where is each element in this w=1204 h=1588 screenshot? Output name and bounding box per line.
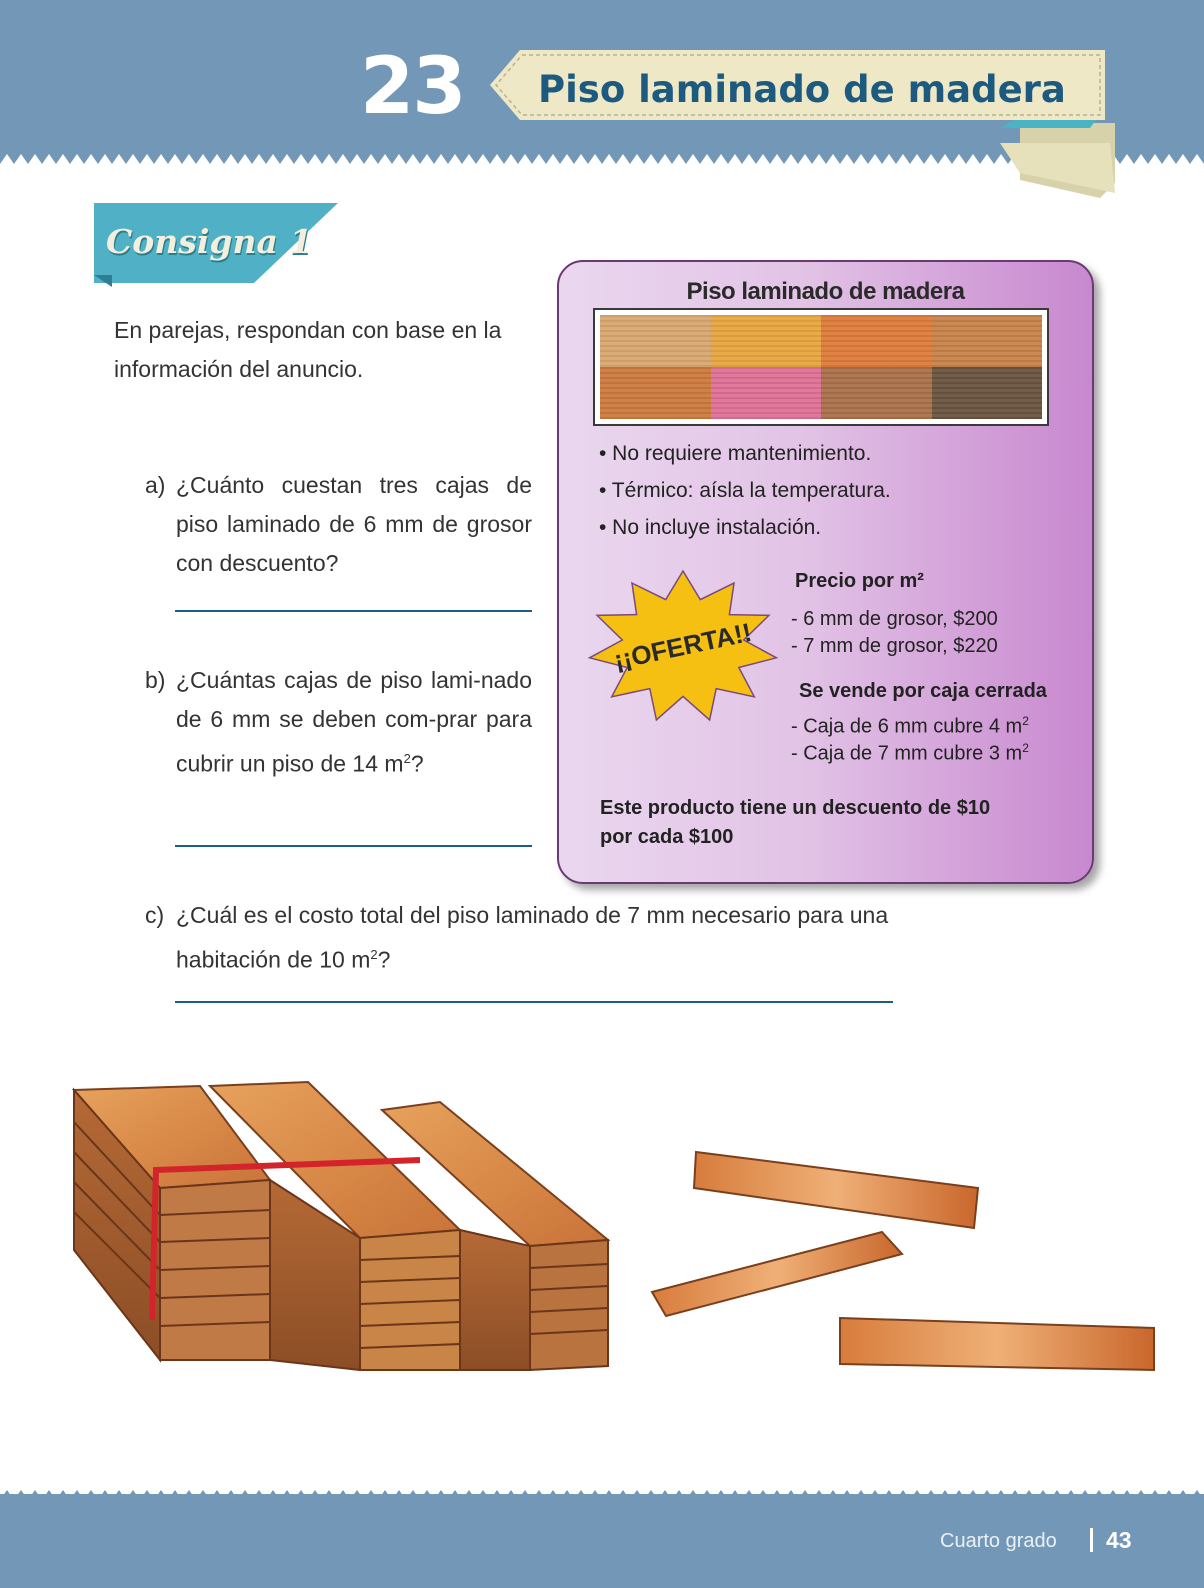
box-heading: Se vende por caja cerrada [799,680,1047,702]
grade-label: Cuarto grado [940,1530,1057,1552]
wood-swatch-grid [600,315,1042,419]
consigna-label: Consigna 1 [106,222,313,261]
wood-swatch [600,315,711,367]
question-c-text-main: ¿Cuál es el costo total del piso laminado de 7 mm necesario para una habitación de 10 m [176,902,889,973]
ad-bullet-maintenance: • No requiere mantenimiento. [599,442,872,465]
answer-line-c[interactable] [175,1001,893,1003]
loose-plank-bottom [840,1318,1154,1370]
answer-line-a[interactable] [175,610,532,612]
question-b-text [176,661,532,784]
lesson-title: Piso laminado de madera [538,68,1066,111]
wood-swatch-panel [593,308,1049,426]
ad-bullet-thermal: • Térmico: aísla la temperatura. [599,479,891,502]
box-7mm-text: - Caja de 7 mm cubre 3 m [791,742,1023,765]
question-b-text-end: ? [410,750,424,777]
intro-text: En parejas, respondan con base en la información del anuncio. [114,317,502,382]
discount-note [600,794,1070,852]
question-b-text-main: ¿Cuántas cajas de piso lami-nado de 6 mm se deben com-prar para cubrir un piso de 14 m [176,667,532,777]
price-heading: Precio por m² [795,570,924,592]
loose-plank-top [694,1152,978,1228]
discount-line-1: Este producto tiene un descuento de $10 [600,797,991,819]
box-7mm-sup: 2 [1022,741,1029,755]
wood-swatch [932,367,1043,419]
question-b-sup: 2 [403,751,411,766]
question-a-letter: a) [145,472,166,498]
offer-starburst [585,567,781,727]
wood-swatch [821,315,932,367]
flooring-advertisement [557,260,1094,884]
price-6mm: - 6 mm de grosor, $200 [791,608,998,630]
question-c-letter: c) [145,902,165,928]
wood-swatch [932,315,1043,367]
question-b-letter: b) [145,667,166,693]
box-6mm-coverage [791,714,1029,739]
lesson-number: 23 [360,42,465,132]
wood-swatch [821,367,932,419]
question-c-sup: 2 [370,947,378,962]
wood-swatch [600,367,711,419]
box-6mm-text: - Caja de 6 mm cubre 4 m [791,715,1023,738]
wood-planks-illustration [60,1070,1170,1410]
box-6mm-sup: 2 [1022,714,1029,728]
question-c [145,896,900,976]
question-a [145,466,532,586]
question-c-text [176,896,898,980]
question-a-text: ¿Cuánto cuestan tres cajas de piso laminado de 6 mm de grosor con descuento? [176,472,532,576]
wood-swatch [711,315,822,367]
plank-stack-left [74,1086,270,1360]
ad-bullet-installation: • No incluye instalación. [599,516,822,539]
question-c-text-end: ? [377,946,391,973]
price-7mm: - 7 mm de grosor, $220 [791,635,998,657]
offer-label: ¡¡OFERTA!! [611,616,755,676]
wood-swatch [711,367,822,419]
answer-line-b[interactable] [175,845,532,847]
box-7mm-coverage [791,741,1029,766]
loose-plank-middle [652,1232,902,1316]
ad-title: Piso laminado de madera [686,278,965,305]
discount-line-2: por cada $100 [600,826,734,848]
page-number: 43 [1106,1527,1132,1553]
question-b [145,661,532,821]
footer-separator [1090,1528,1093,1552]
